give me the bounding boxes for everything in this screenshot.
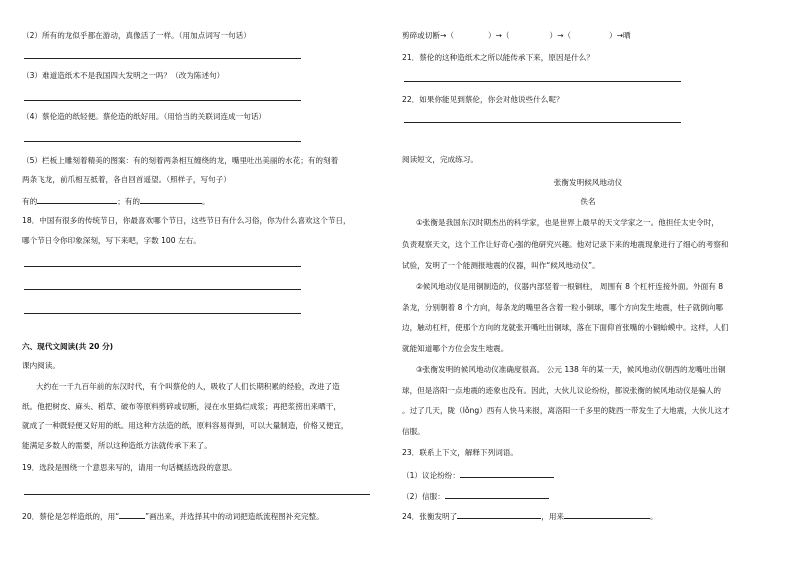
q21-prompt: 21．蔡伦的这种造纸术之所以能传承下来，原因是什么？ [402, 53, 594, 62]
q5-blank-1[interactable] [37, 195, 117, 204]
p3-line-3: 。过了几天，陇（lǒng）西有人快马来报，离洛阳一千多里的陇西一带发生了大地震，大伙儿这才 [402, 406, 730, 415]
q23-item-2 [402, 490, 549, 502]
p3-line-1: ③张衡发明的候风地动仪准确度很高。 公元 138 年的某一天，候风地动仪朝西的龙嘴吐出铜 [416, 365, 726, 374]
q5-fill-label-a: 有的 [22, 197, 38, 206]
q24-line [402, 510, 658, 522]
flow-mid-1: ）→（ [487, 31, 510, 40]
section-title: 六、现代文阅读(共 20 分) [22, 342, 114, 351]
q20-part-1: 20．蔡伦是怎样造纸的，用“ [22, 512, 120, 521]
reading-intro: 课内阅读。 [22, 361, 60, 370]
q18-line-1: 18．中国有很多的传统节日，你最喜欢哪个节日，这些节日有什么习俗，你为什么喜欢这个节日， [22, 216, 351, 225]
q23-item-2-label: （2）信服： [402, 492, 445, 501]
passage-line-2: 纸。他把树皮、麻头、稻草、破布等原料剪碎或切断，浸在水里捣烂成浆；再把浆捞出来晒干， [22, 402, 341, 411]
q23-item-2-blank[interactable] [445, 490, 549, 499]
q18-answer-line-1[interactable] [24, 266, 301, 267]
q2-answer-line[interactable] [24, 58, 301, 59]
p1-line-3: 试验，发明了一个能测报地震的仪器，叫作“候风地动仪”。 [402, 261, 600, 270]
q19-prompt: 19．选段是围绕一个意思来写的，请用一句话概括选段的意思。 [22, 463, 237, 472]
article-author: 佚名 [580, 197, 596, 206]
q18-line-2: 哪个节日令你印象深刻，写下来吧，字数 100 左右。 [22, 236, 201, 245]
q5-fill-line [22, 195, 210, 207]
q4-answer-line[interactable] [24, 141, 301, 142]
q3-answer-line[interactable] [24, 100, 301, 101]
q24-part-1: 24．张衡发明了 [402, 512, 458, 521]
q5-fill-label-b: ；有的 [117, 197, 140, 206]
p2-line-4: 就能知道哪个方位会发生地震。 [402, 344, 509, 353]
q23-prompt: 23．联系上下文，解释下列词语。 [402, 448, 518, 457]
q21-answer-line[interactable] [404, 81, 681, 82]
q5-line-2: 两条飞龙，前爪相互抵着，各自回首遥望。（照样子，写句子） [22, 175, 231, 184]
q24-part-2: ，用来 [541, 512, 565, 521]
q4-prompt: （4）蔡伦造的纸轻便。蔡伦造的纸好用。（用恰当的关联词连成一句话） [22, 112, 267, 121]
flow-end: ）→晒 [609, 31, 631, 40]
q20-underline-sample [119, 510, 145, 519]
q19-answer-line[interactable] [24, 494, 370, 495]
q18-answer-line-2[interactable] [24, 289, 301, 290]
q2-prompt: （2）所有的龙似乎都在游动，真像活了一样。（用加点词写一句话） [22, 31, 251, 40]
flow-start: 剪碎或切断→（ [402, 31, 454, 40]
p2-line-1: ②候风地动仪是用铜制造的，仪器内部竖着一根铜柱， 周围有 8 个杠杆连接外面。外面有 8 [416, 282, 724, 291]
q23-item-1-blank[interactable] [460, 469, 554, 478]
q20-part-2: ”画出来，并选择其中的动词把造纸流程图补充完整。 [145, 512, 324, 521]
q3-prompt: （3）难道造纸术不是我国四大发明之一吗？（改为陈述句） [22, 71, 225, 80]
q5-blank-2[interactable] [140, 195, 202, 204]
q20-prompt [22, 510, 324, 522]
p2-line-2: 条龙，分别朝着 8 个方向，每条龙的嘴里各含着一粒小铜球，哪个方向发生地震，柱子就倒向哪 [402, 303, 723, 312]
q24-blank-2[interactable] [564, 510, 650, 519]
q23-item-1 [402, 469, 554, 481]
article-title: 张衡发明候风地动仪 [553, 178, 623, 187]
p1-line-2: 负责观察天文，这个工作让好奇心强的他研究兴趣。他对记录下来的地震现象进行了细心的考察和 [402, 240, 729, 249]
q5-line-1: （5）栏板上雕刻着精美的图案：有的刻着两条相互缠绕的龙，嘴里吐出美丽的水花；有的刻着 [22, 156, 339, 165]
flow-mid-2: ）→（ [549, 31, 572, 40]
passage-line-4: 能满足多数人的需要，所以这种造纸方法就传承下来了。 [22, 441, 212, 450]
q22-prompt: 22．如果你能见到蔡伦，你会对他说些什么呢？ [402, 95, 564, 104]
passage-line-3: 就成了一种既轻便又好用的纸。用这种方法造的纸，原料容易得到，可以大量制造，价格又便宜， [22, 421, 349, 430]
p3-line-4: 信服。 [402, 427, 425, 436]
flow-chart-line [402, 31, 631, 41]
p3-line-2: 球，但是洛阳一点地震的迹象也没有。因此，大伙儿议论纷纷，都说张衡的候风地动仪是骗人的 [402, 386, 721, 395]
p1-line-1: ①张衡是我国东汉时期杰出的科学家，也是世界上最早的天文学家之一。他担任太史令时， [416, 218, 719, 227]
passage-line-1: 大约在一千九百年前的东汉时代，有个叫蔡伦的人，吸收了人们长期积累的经验，改进了造 [36, 382, 340, 391]
q22-answer-line[interactable] [404, 122, 681, 123]
q23-item-1-label: （1）议论纷纷： [402, 471, 460, 480]
q5-fill-label-c: 。 [201, 197, 210, 206]
reading-intro-right: 阅读短文，完成练习。 [402, 155, 478, 164]
q18-answer-line-3[interactable] [24, 313, 301, 314]
q24-blank-1[interactable] [457, 510, 541, 519]
q24-part-3: 。 [650, 512, 658, 521]
p2-line-3: 边，触动杠杆，使那个方向的龙就张开嘴吐出铜球，落在下面仰首张嘴的小铜蛤蟆中。这样，人们 [402, 323, 729, 332]
